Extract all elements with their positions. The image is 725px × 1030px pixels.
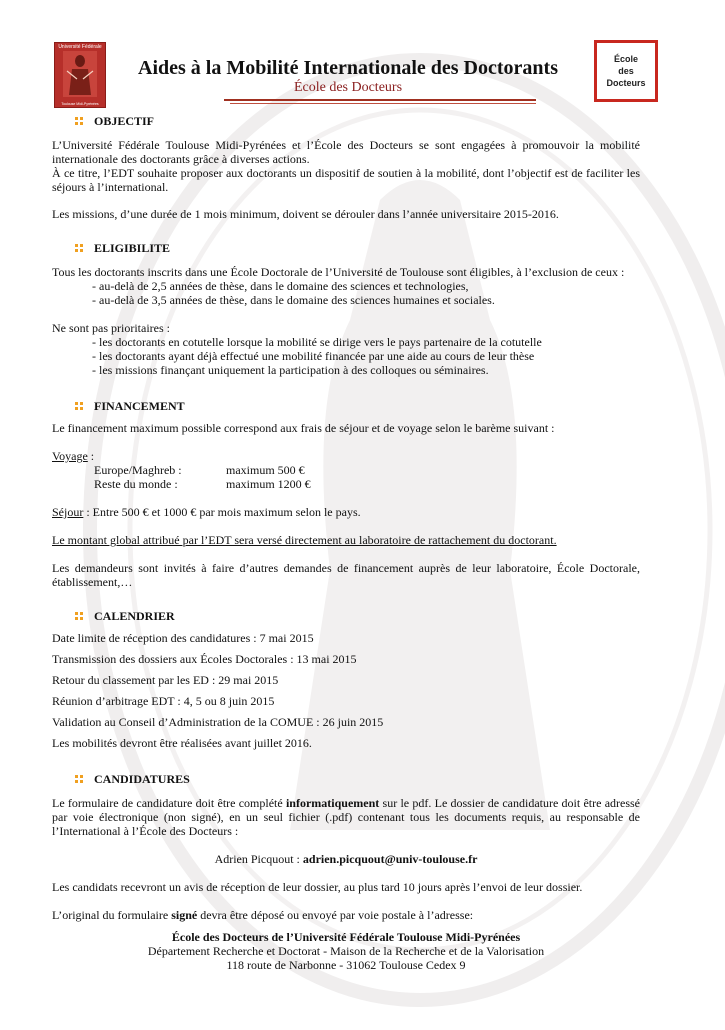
- calendar-item: Réunion d’arbitrage EDT : 4, 5 ou 8 juin 2015: [52, 694, 275, 708]
- list-item: - les doctorants ayant déjà effectué une mobilité financée par une aide au cours de leur thèse: [92, 349, 535, 363]
- eligibilite-intro: Tous les doctorants inscrits dans une École Doctorale de l’Université de Toulouse sont éligibles, à l’exclusion de ceux :: [52, 265, 625, 279]
- voyage-label: Voyage: [52, 449, 88, 463]
- calendar-item: Retour du classement par les ED : 29 mai 2015: [52, 673, 279, 687]
- address-line-1: École des Docteurs de l’Université Fédérale Toulouse Midi-Pyrénées: [171, 930, 521, 944]
- contact-email: adrien.picquout@univ-toulouse.fr: [302, 852, 478, 866]
- logo-right-line-2: des: [618, 66, 634, 76]
- objectif-paragraph-2: À ce titre, l’EDT souhaite proposer aux doctorants un dispositif de soutien à la mobilité, dont l’objectif est de faciliter les séjours à l’international.: [52, 166, 640, 194]
- voyage-table: [94, 463, 640, 491]
- orange-square-bullet-icon: [74, 116, 84, 126]
- sejour-line: Séjour : Entre 500 € et 1000 € par mois maximum selon le pays.: [52, 505, 361, 519]
- address-line-3: 118 route de Narbonne - 31062 Toulouse Cedex 9: [226, 958, 466, 972]
- title-rule-secondary: [230, 103, 536, 104]
- logo-left-bottom-text: Toulouse Midi-Pyrénées: [61, 102, 99, 106]
- non-prioritaires-intro: Ne sont pas prioritaires :: [52, 321, 170, 335]
- section-heading-eligibilite: ELIGIBILITE: [74, 241, 640, 255]
- orange-square-bullet-icon: [74, 774, 84, 784]
- informatiquement-emphasis: informatiquement: [285, 796, 380, 810]
- logo-right-line-3: Docteurs: [606, 78, 646, 88]
- voyage-label-line: Voyage :: [52, 449, 95, 463]
- document-body: [52, 110, 640, 972]
- section-heading-calendrier: CALENDRIER: [74, 609, 640, 623]
- section-heading-objectif: OBJECTIF: [74, 114, 640, 128]
- title-rule: [224, 99, 536, 101]
- versement-note: Le montant global attribué par l’EDT sera versé directement au laboratoire de rattachement du doctorant.: [52, 533, 557, 547]
- section-heading-financement: FINANCEMENT: [74, 399, 640, 413]
- signe-emphasis: signé: [171, 908, 198, 922]
- calendar-item: Les mobilités devront être réalisées avant juillet 2016.: [52, 736, 312, 750]
- logo-left-top-text: Université Fédérale: [58, 44, 102, 50]
- address-line-2: Département Recherche et Doctorat - Maison de la Recherche et de la Valorisation: [147, 944, 545, 958]
- autres-financements: Les demandeurs sont invités à faire d’autres demandes de financement auprès de leur laboratoire, École Doctorale, établissement,…: [52, 561, 640, 589]
- calendar-list: [52, 631, 640, 750]
- candidatures-paragraph-1: Le formulaire de candidature doit être complété informatiquement sur le pdf. Le dossier de candidature doit être adressé par voie électronique (non signé), en un seul fichier (.pdf) contenant tous les documents requis, au responsable de l’International à l’École des Docteurs :: [52, 796, 641, 838]
- non-prioritaires-list: [92, 335, 640, 377]
- orange-square-bullet-icon: [74, 401, 84, 411]
- candidatures-paragraph-2: Les candidats recevront un avis de réception de leur dossier, au plus tard 10 jours après l’envoi de leur dossier.: [52, 880, 583, 894]
- exclusion-list: [92, 279, 640, 307]
- table-row: Reste du monde : maximum 1200 €: [94, 477, 311, 491]
- logo-right-line-1: École: [613, 54, 638, 64]
- ecole-des-docteurs-logo: [594, 40, 658, 102]
- universite-federale-logo: [54, 42, 106, 108]
- postal-address: [52, 930, 640, 972]
- list-item: - au-delà de 3,5 années de thèse, dans le domaine des sciences humaines et sociales.: [92, 293, 495, 307]
- contact-line: Adrien Picquout : adrien.picquout@univ-toulouse.fr: [214, 852, 478, 866]
- calendar-item: Validation au Conseil d’Administration de la COMUE : 26 juin 2015: [52, 715, 384, 729]
- sejour-label: Séjour: [52, 505, 84, 519]
- logo-figure-icon: [63, 51, 97, 97]
- section-heading-candidatures: CANDIDATURES: [74, 772, 640, 786]
- table-row: Europe/Maghreb : maximum 500 €: [94, 463, 305, 477]
- calendar-item: Date limite de réception des candidatures : 7 mai 2015: [52, 631, 314, 645]
- objectif-paragraph-3: Les missions, d’une durée de 1 mois minimum, doivent se dérouler dans l’année universitaire 2015-2016.: [52, 207, 559, 221]
- list-item: - les missions finançant uniquement la participation à des colloques ou séminaires.: [92, 363, 489, 377]
- orange-square-bullet-icon: [74, 243, 84, 253]
- page-subtitle: École des Docteurs: [293, 80, 403, 95]
- financement-intro: Le financement maximum possible correspond aux frais de séjour et de voyage selon le barème suivant :: [52, 421, 555, 435]
- list-item: - les doctorants en cotutelle lorsque la mobilité se dirige vers le pays partenaire de la cotutelle: [92, 335, 542, 349]
- list-item: - au-delà de 2,5 années de thèse, dans le domaine des sciences et technologies,: [92, 279, 469, 293]
- objectif-paragraph-1: L’Université Fédérale Toulouse Midi-Pyrénées et l’École des Docteurs se sont engagées à promouvoir la mobilité internationale des doctorants grâce à diverses actions.: [52, 138, 640, 166]
- page-title: Aides à la Mobilité Internationale des Doctorants: [138, 57, 558, 79]
- candidatures-paragraph-3: L’original du formulaire signé devra être déposé ou envoyé par voie postale à l’adresse:: [52, 908, 474, 922]
- orange-square-bullet-icon: [74, 611, 84, 621]
- calendar-item: Transmission des dossiers aux Écoles Doctorales : 13 mai 2015: [52, 652, 357, 666]
